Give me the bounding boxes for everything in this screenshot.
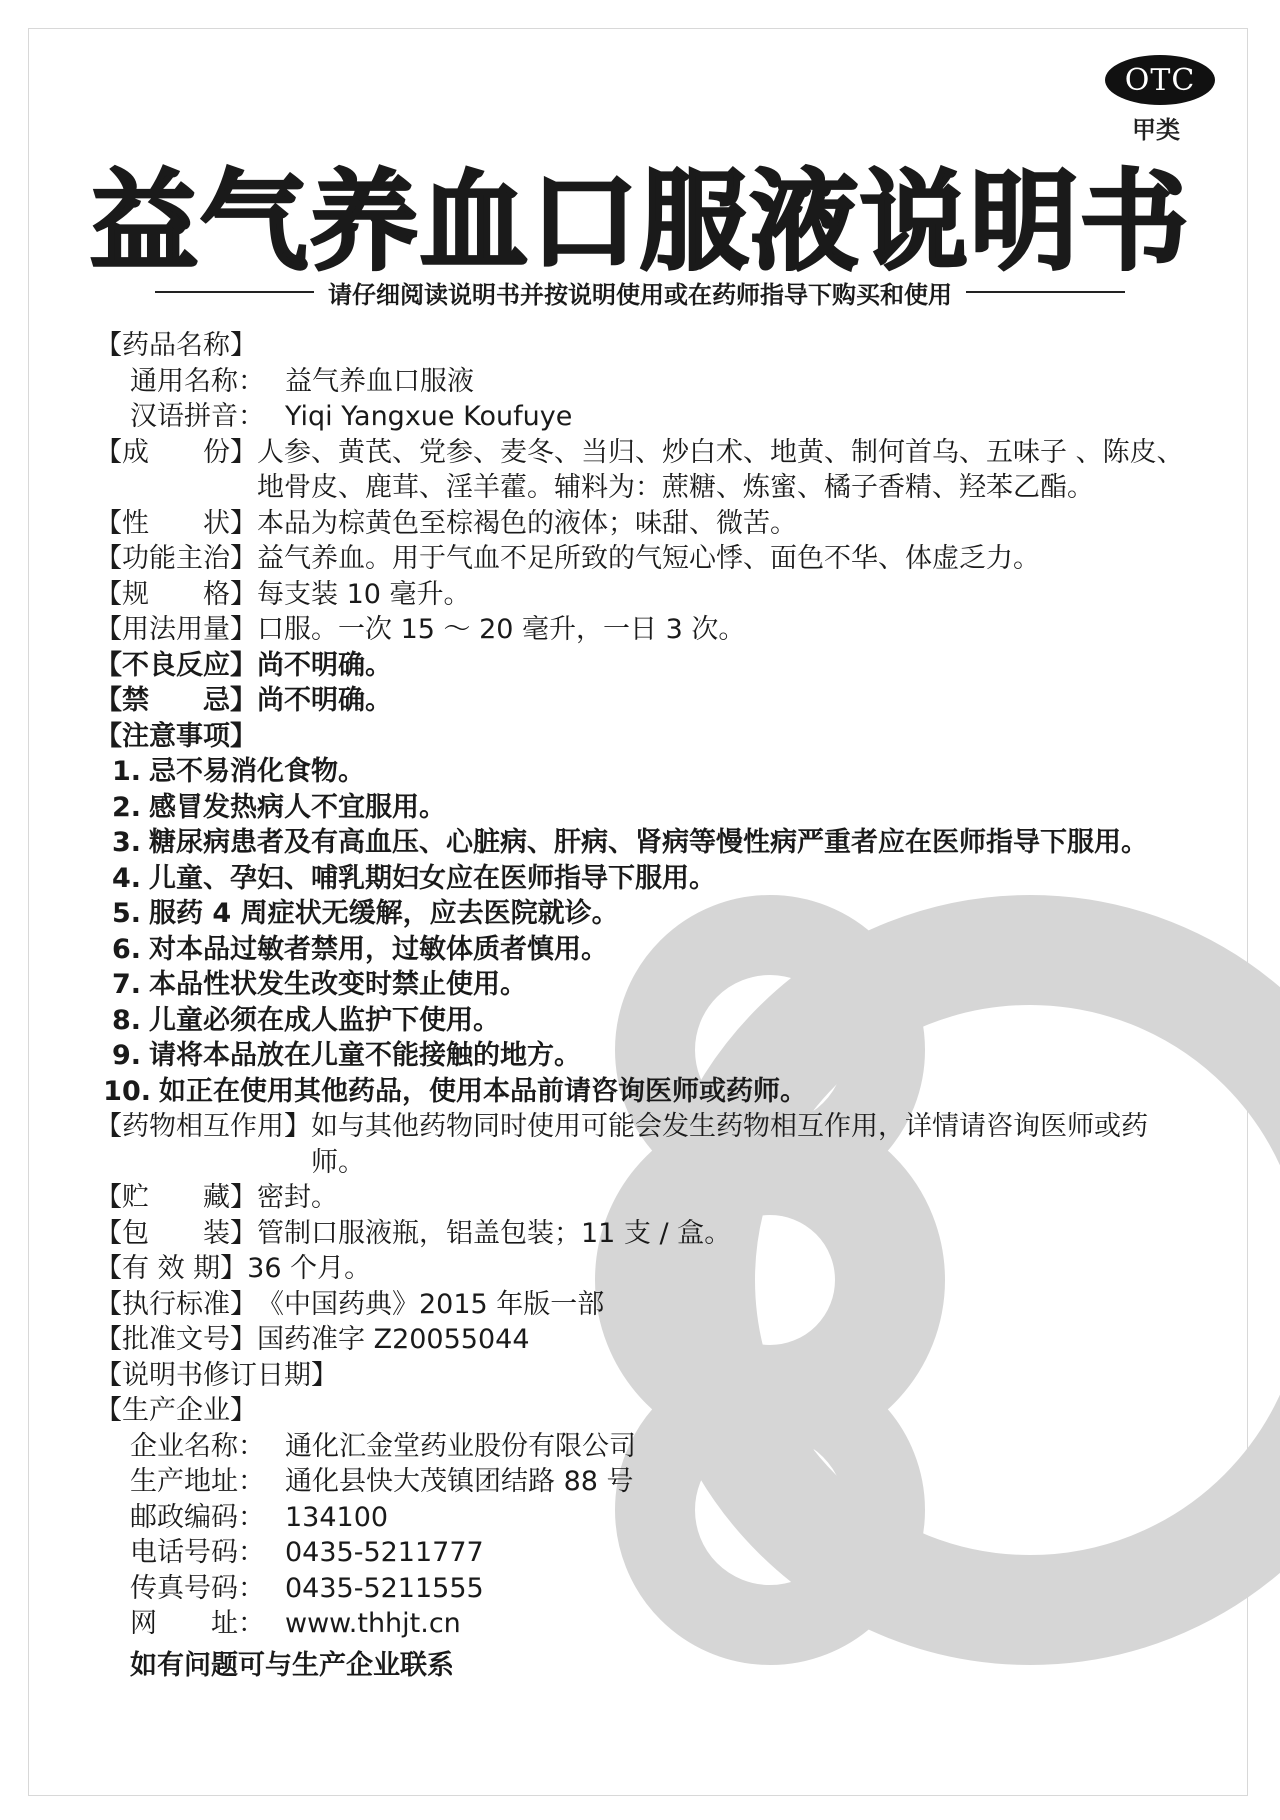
revision-date-heading: 【说明书修订日期】 [95,1359,338,1391]
package-row [95,1216,1195,1252]
website-value[interactable]: www.thhjt.cn [285,1608,461,1639]
manufacturer-row-label: 邮政编码： [130,1501,265,1533]
approval-row [95,1322,1195,1358]
precaution-number: 9. [111,1040,141,1071]
manufacturer-row [95,1429,1195,1465]
standard-label: 【执行标准】 [95,1288,257,1320]
precaution-number: 8. [111,1004,141,1036]
pinyin-label: 汉语拼音： [130,401,265,432]
precaution-text: 请将本品放在儿童不能接触的地方。 [149,1040,581,1071]
precaution-number: 4. [111,862,141,894]
manufacturer-row [95,1571,1195,1607]
manufacturer-row-label: 传真号码： [130,1572,265,1604]
precaution-text: 儿童、孕妇、哺乳期妇女应在医师指导下服用。 [149,862,716,894]
precaution-item [95,825,1195,861]
precaution-item [95,1003,1195,1039]
left-rule [155,291,314,293]
precaution-number: 1. [111,756,141,787]
subtitle-row [155,275,1125,309]
manufacturer-row [95,1606,1195,1642]
precaution-item [95,754,1195,790]
interaction-row [95,1109,1195,1180]
generic-name-row [95,364,1195,400]
precaution-text: 儿童必须在成人监护下使用。 [149,1004,500,1036]
manufacturer-row-label: 企业名称： [130,1430,265,1462]
validity-value: 36 个月。 [247,1253,372,1284]
manufacturer-row-value: 通化汇金堂药业股份有限公司 [285,1430,636,1462]
storage-value: 密封。 [257,1182,338,1213]
precaution-text: 服药 4 周症状无缓解，应去医院就诊。 [149,898,619,929]
adverse-value: 尚不明确。 [257,649,392,681]
right-rule [966,291,1125,293]
precautions-list [95,754,1195,1109]
ingredients-label: 【成 份】 [95,436,257,468]
dosage-value: 口服。一次 15 ～ 20 毫升，一日 3 次。 [257,614,746,645]
otc-badge: OTC [1105,55,1215,105]
generic-name-label: 通用名称： [130,365,265,397]
package-value: 管制口服液瓶，铝盖包装；11 支 / 盒。 [257,1217,732,1249]
contra-row [95,683,1195,719]
storage-row [95,1180,1195,1216]
approval-value: 国药准字 Z20055044 [257,1324,530,1355]
indications-row [95,541,1195,577]
spec-row [95,577,1195,613]
manufacturer-row-value: 0435-5211555 [285,1572,484,1604]
precaution-number: 7. [111,969,141,1000]
standard-value: 《中国药典》2015 年版一部 [257,1288,605,1320]
manufacturer-row [95,1500,1195,1536]
appearance-value: 本品为棕黄色至棕褐色的液体；味甜、微苦。 [257,507,797,539]
adverse-label: 【不良反应】 [95,649,257,681]
contact-note: 如有问题可与生产企业联系 [130,1649,454,1681]
indications-label: 【功能主治】 [95,543,257,574]
appearance-row [95,506,1195,542]
validity-row [95,1251,1195,1287]
manufacturer-row-label: 网 址： [130,1608,265,1639]
precaution-item [95,896,1195,932]
precaution-text: 本品性状发生改变时禁止使用。 [149,969,527,1000]
pinyin-row [95,399,1195,435]
storage-label: 【贮 藏】 [95,1182,257,1213]
precaution-number: 3. [111,827,141,858]
subtitle: 请仔细阅读说明书并按说明使用或在药师指导下购买和使用 [328,280,952,309]
precaution-item [95,967,1195,1003]
precaution-text: 忌不易消化食物。 [149,756,365,787]
precaution-item [95,1038,1195,1074]
validity-label: 【有 效 期】 [95,1253,248,1284]
adverse-row [95,648,1195,684]
leaflet-body [95,328,1195,1683]
manufacturer-heading: 【生产企业】 [95,1395,257,1426]
precaution-text: 糖尿病患者及有高血压、心脏病、肝病、肾病等慢性病严重者应在医师指导下服用。 [149,827,1148,858]
spec-value: 每支装 10 毫升。 [257,578,471,610]
manufacturer-row [95,1535,1195,1571]
otc-class-label: 甲类 [1132,116,1180,144]
standard-row [95,1287,1195,1323]
manufacturer-row-label: 生产地址： [130,1466,265,1497]
generic-name-value: 益气养血口服液 [285,365,474,397]
precaution-text: 感冒发热病人不宜服用。 [149,791,446,823]
precaution-text: 对本品过敏者禁用，过敏体质者慎用。 [149,933,608,965]
ingredients-value: 人参、黄芪、党参、麦冬、当归、炒白术、地黄、制何首乌、五味子 、陈皮、地骨皮、鹿茸、淫羊藿。辅料为：蔗糖、炼蜜、橘子香精、羟苯乙酯。 [257,436,1184,503]
interaction-value: 如与其他药物同时使用可能会发生药物相互作用，详情请咨询医师或药师。 [311,1111,1148,1178]
appearance-label: 【性 状】 [95,507,257,539]
document-title: 益气养血口服液说明书 [89,160,1190,285]
manufacturer-row-value: 134100 [285,1501,389,1533]
precaution-text: 如正在使用其他药品，使用本品前请咨询医师或药师。 [159,1075,807,1107]
indications-value: 益气养血。用于气血不足所致的气短心悸、面色不华、体虚乏力。 [257,543,1040,574]
spec-label: 【规 格】 [95,578,257,610]
manufacturer-row-label: 电话号码： [130,1537,265,1568]
precaution-number: 2. [111,791,141,823]
precaution-item [95,790,1195,826]
precaution-number: 6. [111,933,141,965]
precaution-item [95,861,1195,897]
pinyin-value: Yiqi Yangxue Koufuye [285,401,573,432]
manufacturer-row-value: 0435-5211777 [285,1537,484,1568]
precaution-number: 5. [111,898,141,929]
package-label: 【包 装】 [95,1217,257,1249]
precaution-number: 10. [103,1075,151,1107]
manufacturer-row [95,1464,1195,1500]
drug-name-heading: 【药品名称】 [95,330,257,361]
dosage-row [95,612,1195,648]
approval-label: 【批准文号】 [95,1324,257,1355]
contra-label: 【禁 忌】 [95,685,257,716]
dosage-label: 【用法用量】 [95,614,257,645]
precautions-heading: 【注意事项】 [95,720,257,752]
interaction-label: 【药物相互作用】 [95,1111,311,1142]
contra-value: 尚不明确。 [257,685,392,716]
precaution-item [95,932,1195,968]
manufacturer-row-value: 通化县快大茂镇团结路 88 号 [285,1466,634,1497]
precaution-item [95,1074,1195,1110]
ingredients-row [95,435,1195,506]
